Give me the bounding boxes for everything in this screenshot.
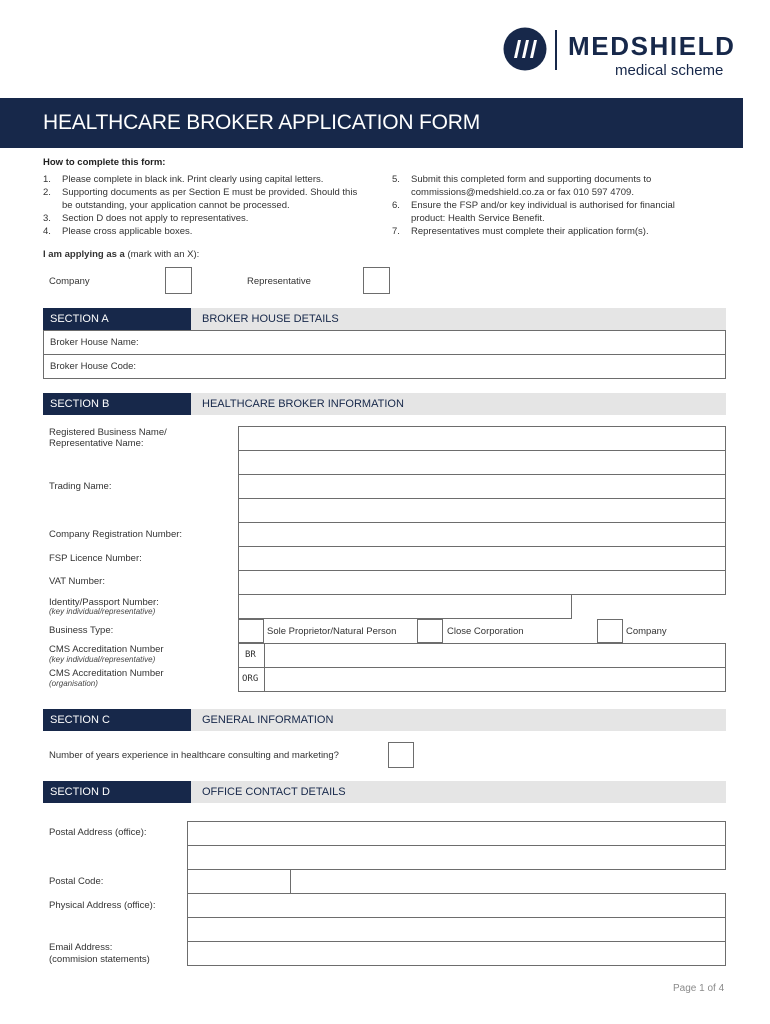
medshield-logo-mark-icon <box>500 26 550 72</box>
section-d-label: SECTION D <box>43 781 191 803</box>
postal-address-input-2[interactable] <box>187 845 726 870</box>
option-representative-label: Representative <box>247 276 311 287</box>
section-b-header <box>43 393 726 415</box>
section-c-label: SECTION C <box>43 709 191 731</box>
instruction-number: 3. <box>43 213 51 224</box>
logo-brand: MEDSHIELD <box>568 31 736 61</box>
section-a-label: SECTION A <box>43 308 191 330</box>
instruction-text: Section D does not apply to representatives. <box>62 213 249 224</box>
instruction-item <box>392 173 737 199</box>
fsp-licence-label: FSP Licence Number: <box>49 553 142 564</box>
instruction-item <box>392 199 737 225</box>
instruction-text: Representatives must complete their application form(s). <box>411 226 649 237</box>
cms-org-prefix <box>238 667 265 692</box>
page-title: HEALTHCARE BROKER APPLICATION FORM <box>43 111 480 134</box>
instruction-item <box>43 173 388 186</box>
cms-org-label: CMS Accreditation Number <box>49 668 164 679</box>
registered-name-input-1[interactable] <box>238 426 726 451</box>
instruction-text: Please complete in black ink. Print clearly using capital letters. <box>62 174 324 185</box>
trading-name-input-1[interactable] <box>238 474 726 499</box>
instruction-text: commissions@medshield.co.za or fax 010 597 4709. <box>411 187 634 198</box>
postal-code-input[interactable] <box>187 869 291 894</box>
close-corporation-label: Close Corporation <box>447 626 524 637</box>
registered-name-label-2: Representative Name: <box>49 438 144 449</box>
instruction-number: 2. <box>43 187 51 198</box>
applying-as-label <box>43 249 199 260</box>
section-b-title: HEALTHCARE BROKER INFORMATION <box>191 393 726 415</box>
section-d-header <box>43 781 726 803</box>
cms-org-prefix-text: ORG <box>242 674 259 684</box>
id-number-label: Identity/Passport Number: <box>49 597 159 608</box>
logo-tagline: medical scheme <box>615 62 724 79</box>
cms-key-label: CMS Accreditation Number <box>49 644 164 655</box>
instruction-number: 5. <box>392 174 400 185</box>
cms-key-sublabel: (key individual/representative) <box>49 655 156 664</box>
trading-name-label: Trading Name: <box>49 481 112 492</box>
id-number-sublabel: (key individual/representative) <box>49 607 156 616</box>
email-address-label: Email Address: <box>49 942 113 953</box>
instruction-item <box>392 225 737 238</box>
section-a-header <box>43 308 726 330</box>
cms-org-sublabel: (organisation) <box>49 679 98 688</box>
postal-address-input-1[interactable] <box>187 821 726 846</box>
instruction-text: be outstanding, your application cannot be processed. <box>62 200 290 211</box>
vat-number-label: VAT Number: <box>49 576 105 587</box>
id-number-input[interactable] <box>238 594 572 619</box>
section-b-label: SECTION B <box>43 393 191 415</box>
section-a-title: BROKER HOUSE DETAILS <box>191 308 726 330</box>
fsp-licence-input[interactable] <box>238 546 726 571</box>
company-reg-input[interactable] <box>238 522 726 547</box>
physical-address-input-2[interactable] <box>187 917 726 942</box>
sole-proprietor-label: Sole Proprietor/Natural Person <box>267 626 397 637</box>
business-type-label: Business Type: <box>49 625 114 636</box>
instruction-number: 4. <box>43 226 51 237</box>
instruction-text: Please cross applicable boxes. <box>62 226 193 237</box>
instruction-item <box>43 186 388 212</box>
instruction-number: 6. <box>392 200 400 211</box>
registered-name-input-2[interactable] <box>238 450 726 475</box>
instruction-text: Submit this completed form and supporting documents to <box>411 174 652 185</box>
instruction-number: 7. <box>392 226 400 237</box>
instruction-item <box>43 225 388 238</box>
instruction-item <box>43 212 388 225</box>
email-address-sublabel: (commision statements) <box>49 954 150 965</box>
section-c-title: GENERAL INFORMATION <box>191 709 726 731</box>
broker-house-name-field[interactable] <box>43 330 726 355</box>
instructions-right <box>392 173 737 238</box>
cms-org-input[interactable] <box>264 667 726 692</box>
broker-house-code-label: Broker House Code: <box>50 361 137 372</box>
company-checkbox[interactable] <box>165 267 192 294</box>
cms-key-input[interactable] <box>264 643 726 668</box>
instruction-text: product: Health Service Benefit. <box>411 213 545 224</box>
postal-address-label: Postal Address (office): <box>49 827 147 838</box>
email-address-input[interactable] <box>187 941 726 966</box>
instructions-left <box>43 173 388 238</box>
physical-address-input-1[interactable] <box>187 893 726 918</box>
applying-as-bold: I am applying as a <box>43 249 125 260</box>
representative-checkbox[interactable] <box>363 267 390 294</box>
instruction-number: 1. <box>43 174 51 185</box>
title-bar <box>0 98 743 148</box>
cms-br-prefix-text: BR <box>245 650 256 660</box>
years-experience-label: Number of years experience in healthcare consulting and marketing? <box>49 750 339 761</box>
page-number: Page 1 of 4 <box>673 983 725 994</box>
applying-as-hint: (mark with an X): <box>127 249 200 260</box>
company-type-label: Company <box>626 626 667 637</box>
registered-name-label-1: Registered Business Name/ <box>49 427 167 438</box>
option-company-label: Company <box>49 276 90 287</box>
section-d-title: OFFICE CONTACT DETAILS <box>191 781 726 803</box>
instruction-text: Supporting documents as per Section E must be provided. Should this <box>62 187 358 198</box>
section-c-header <box>43 709 726 731</box>
company-type-checkbox[interactable] <box>597 619 623 643</box>
trading-name-input-2[interactable] <box>238 498 726 523</box>
years-experience-input[interactable] <box>388 742 414 768</box>
physical-address-label: Physical Address (office): <box>49 900 156 911</box>
broker-house-name-label: Broker House Name: <box>50 337 139 348</box>
cms-br-prefix <box>238 643 265 668</box>
instructions-heading: How to complete this form: <box>43 157 166 168</box>
postal-code-label: Postal Code: <box>49 876 104 887</box>
broker-house-code-field[interactable] <box>43 354 726 379</box>
company-reg-label: Company Registration Number: <box>49 529 183 540</box>
sole-proprietor-checkbox[interactable] <box>238 619 264 643</box>
close-corporation-checkbox[interactable] <box>417 619 443 643</box>
medshield-logo <box>500 26 750 82</box>
instruction-text: Ensure the FSP and/or key individual is authorised for financial <box>411 200 675 211</box>
vat-number-input[interactable] <box>238 570 726 595</box>
